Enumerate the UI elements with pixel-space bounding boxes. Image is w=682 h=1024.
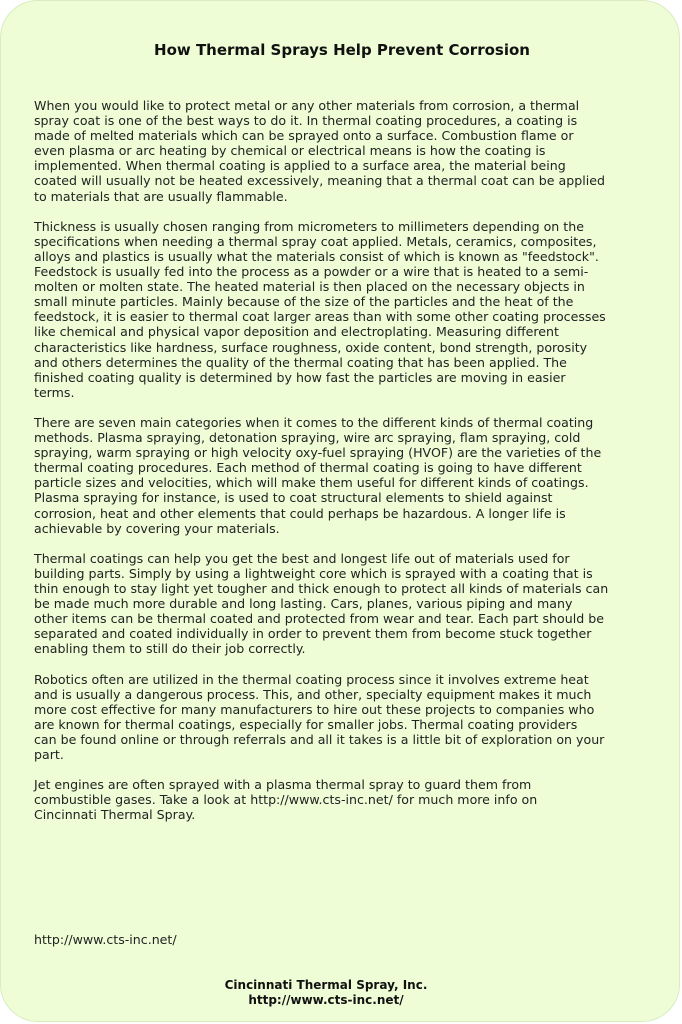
paragraph-2: Thickness is usually chosen ranging from micrometers to millimeters depending on the specifications when needing a thermal spray coat applied. Metals, ceramics, composites, alloys and plastics is usually what the materials consist of which is known as "feedstock". Feedstock is usually fed into the process as a powder or a wire that is heated to a semi- molten or molten state. The heated material is then placed on the necessary objects in small minute particles. Mainly because of the size of the particles and the heat of the feedstock, it is easier to thermal coat larger areas than with some other coating processes like chemical and physical vapor deposition and electroplating. Measuring different characteristics like hardness, surface roughness, oxide content, bond strength, porosity and others determines the quality of the thermal coating that has been applied. The finished coating quality is determined by how fast the particles are moving in easier terms. <box>34 218 606 400</box>
footer-company: Cincinnati Thermal Spray, Inc. <box>224 978 428 992</box>
paragraph-1: When you would like to protect metal or any other materials from corrosion, a thermal spray coat is one of the best ways to do it. In thermal coating procedures, a coating is made of melted materials which can be sprayed onto a surface. Combustion flame or even plasma or arc heating by chemical or electrical means is how the coating is implemented. When thermal coating is applied to a surface area, the material being coated will usually not be heated excessively, meaning that a thermal coat can be applied to materials that are usually flammable. <box>34 98 605 204</box>
paragraph-6: Jet engines are often sprayed with a plasma thermal spray to guard them from combustible gases. Take a look at http://www.cts-inc.net/ for much more info on Cincinnati Thermal Spray. <box>34 777 538 823</box>
paragraph-5: Robotics often are utilized in the thermal coating process since it involves extreme heat and is usually a dangerous process. This, and other, specialty equipment makes it much more cost effective for many manufacturers to hire out these projects to companies who are known for thermal coatings, especially for smaller jobs. Thermal coating providers can be found online or through referrals and all it takes is a little bit of exploration on your part. <box>34 671 605 763</box>
footer <box>1 978 651 1007</box>
paragraph-4: Thermal coatings can help you get the best and longest life out of materials used for building parts. Simply by using a lightweight core which is sprayed with a coating that is thin enough to stay light yet tougher and thick enough to protect all kinds of materials can be made much more durable and long lasting. Cars, planes, various piping and many other items can be thermal coated and protected from wear and tear. Each part should be separated and coated individually in order to prevent them from become stuck together enabling them to still do their job correctly. <box>34 550 609 657</box>
page-title: How Thermal Sprays Help Prevent Corrosion <box>154 41 530 59</box>
website-link[interactable]: http://www.cts-inc.net/ <box>34 932 177 947</box>
article-body <box>34 98 666 838</box>
paragraph-3: There are seven main categories when it comes to the different kinds of thermal coating methods. Plasma spraying, detonation spraying, wire arc spraying, flam spraying, cold spraying, warm spraying or high velocity oxy-fuel spraying (HVOF) are the varieties of the thermal coating procedures. Each method of thermal coating is going to have different particle sizes and velocities, which will make them useful for different kinds of coatings. Plasma spraying for instance, is used to coat structural elements to shield against corrosion, heat and other elements that could perhaps be hazardous. A longer life is achievable by covering your materials. <box>34 414 602 536</box>
footer-url[interactable]: http://www.cts-inc.net/ <box>248 992 404 1007</box>
